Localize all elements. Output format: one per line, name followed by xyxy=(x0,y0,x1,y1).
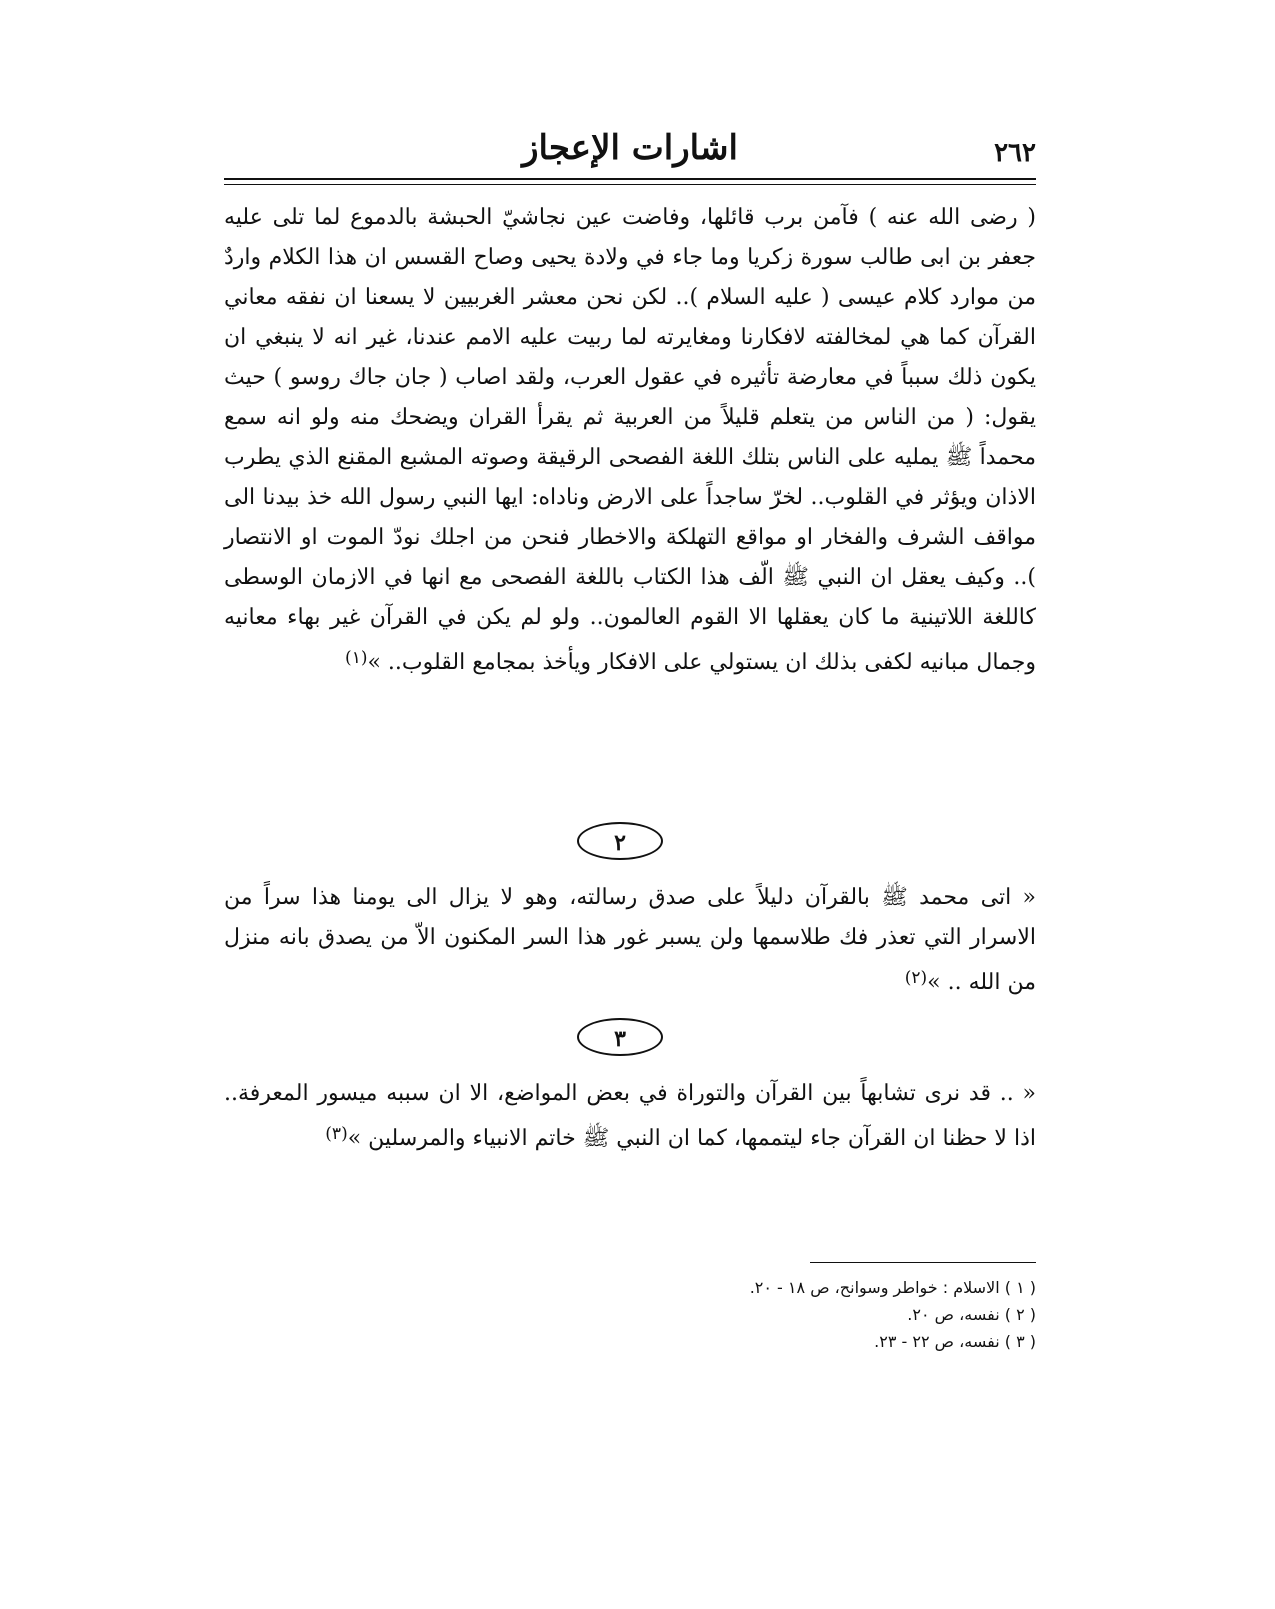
section-3-text: « .. قد نرى تشابهاً بين القرآن والتوراة في بعض المواضع، الا ان سببه ميسور المعرفة.. اذا لا حظنا ان القرآن جاء ليتممها، كما ان النبي ﷺ خاتم الانبياء والمرسلين » xyxy=(224,1081,1036,1151)
footnote-ref-2: (٢) xyxy=(904,968,928,988)
footnote-ref-1: (١) xyxy=(345,648,368,668)
footnote-separator xyxy=(810,1262,1036,1263)
footnotes xyxy=(560,1274,1036,1355)
section-marker-2: ٢ xyxy=(577,822,663,860)
header-rule xyxy=(224,178,1036,185)
section-1 xyxy=(224,198,1036,683)
footnote-2: ( ٢ ) نفسه، ص ٢٠. xyxy=(907,1305,1036,1324)
section-2 xyxy=(224,878,1036,1003)
footnote-ref-3: (٣) xyxy=(325,1124,348,1144)
section-2-paragraph xyxy=(224,878,1036,1003)
section-marker-3: ٣ xyxy=(577,1018,663,1056)
section-2-text: « اتى محمد ﷺ بالقرآن دليلاً على صدق رسالته، وهو لا يزال الى يومنا هذا سراً من الاسرار التي تعذر فك طلاسمها ولن يسبر غور هذا السر المكنون الاّ من يصدق بانه منزل من الله .. » xyxy=(224,885,1036,995)
running-title: اشارات الإعجاز xyxy=(522,128,738,168)
section-3 xyxy=(224,1074,1036,1159)
section-1-text: ( رضى الله عنه ) فآمن برب قائلها، وفاضت عين نجاشيّ الحبشة بالدموع لما تلى عليه جعفر بن ابى طالب سورة زكريا وما جاء في ولادة يحيى وصاح القسس ان هذا الكلام واردٌ من موارد كلام عيسى ( عليه السلام ).. لكن نحن معشر الغربيين لا يسعنا ان نفقه معاني القرآن كما هي لمخالفته لافكارنا ومغايرته لما ربيت عليه الامم عندنا، غير انه لا ينبغي ان يكون ذلك سبباً في معارضة تأثيره في عقول العرب، ولقد اصاب ( جان جاك روسو ) حيث يقول: ( من الناس من يتعلم قليلاً من العربية ثم يقرأ القران ويضحك منه ولو انه سمع محمداً ﷺ يمليه على الناس بتلك اللغة الفصحى الرقيقة وصوته المشبع المقنع الذي يطرب الاذان ويؤثر في القلوب.. لخرّ ساجداً على الارض وناداه: ايها النبي رسول الله خذ بيدنا الى مواقف الشرف والفخار او مواقع التهلكة والاخطار فنحن من اجلك نودّ الموت او الانتصار ).. وكيف يعقل ان النبي ﷺ الّف هذا الكتاب باللغة الفصحى مع انها في الازمان الوسطى كاللغة اللاتينية ما كان يعقلها الا القوم العالمون.. ولو لم يكن في القرآن غير بهاء معانيه وجمال مبانيه لكفى بذلك ان يستولي على الافكار ويأخذ بمجامع القلوب.. » xyxy=(224,205,1036,675)
footnote-3: ( ٣ ) نفسه، ص ٢٢ - ٢٣. xyxy=(874,1332,1036,1351)
section-3-paragraph xyxy=(224,1074,1036,1159)
page-header xyxy=(224,128,1036,172)
section-1-paragraph xyxy=(224,198,1036,683)
page-number: ٢٦٢ xyxy=(994,138,1036,168)
footnote-1: ( ١ ) الاسلام : خواطر وسوانح، ص ١٨ - ٢٠. xyxy=(749,1278,1036,1297)
